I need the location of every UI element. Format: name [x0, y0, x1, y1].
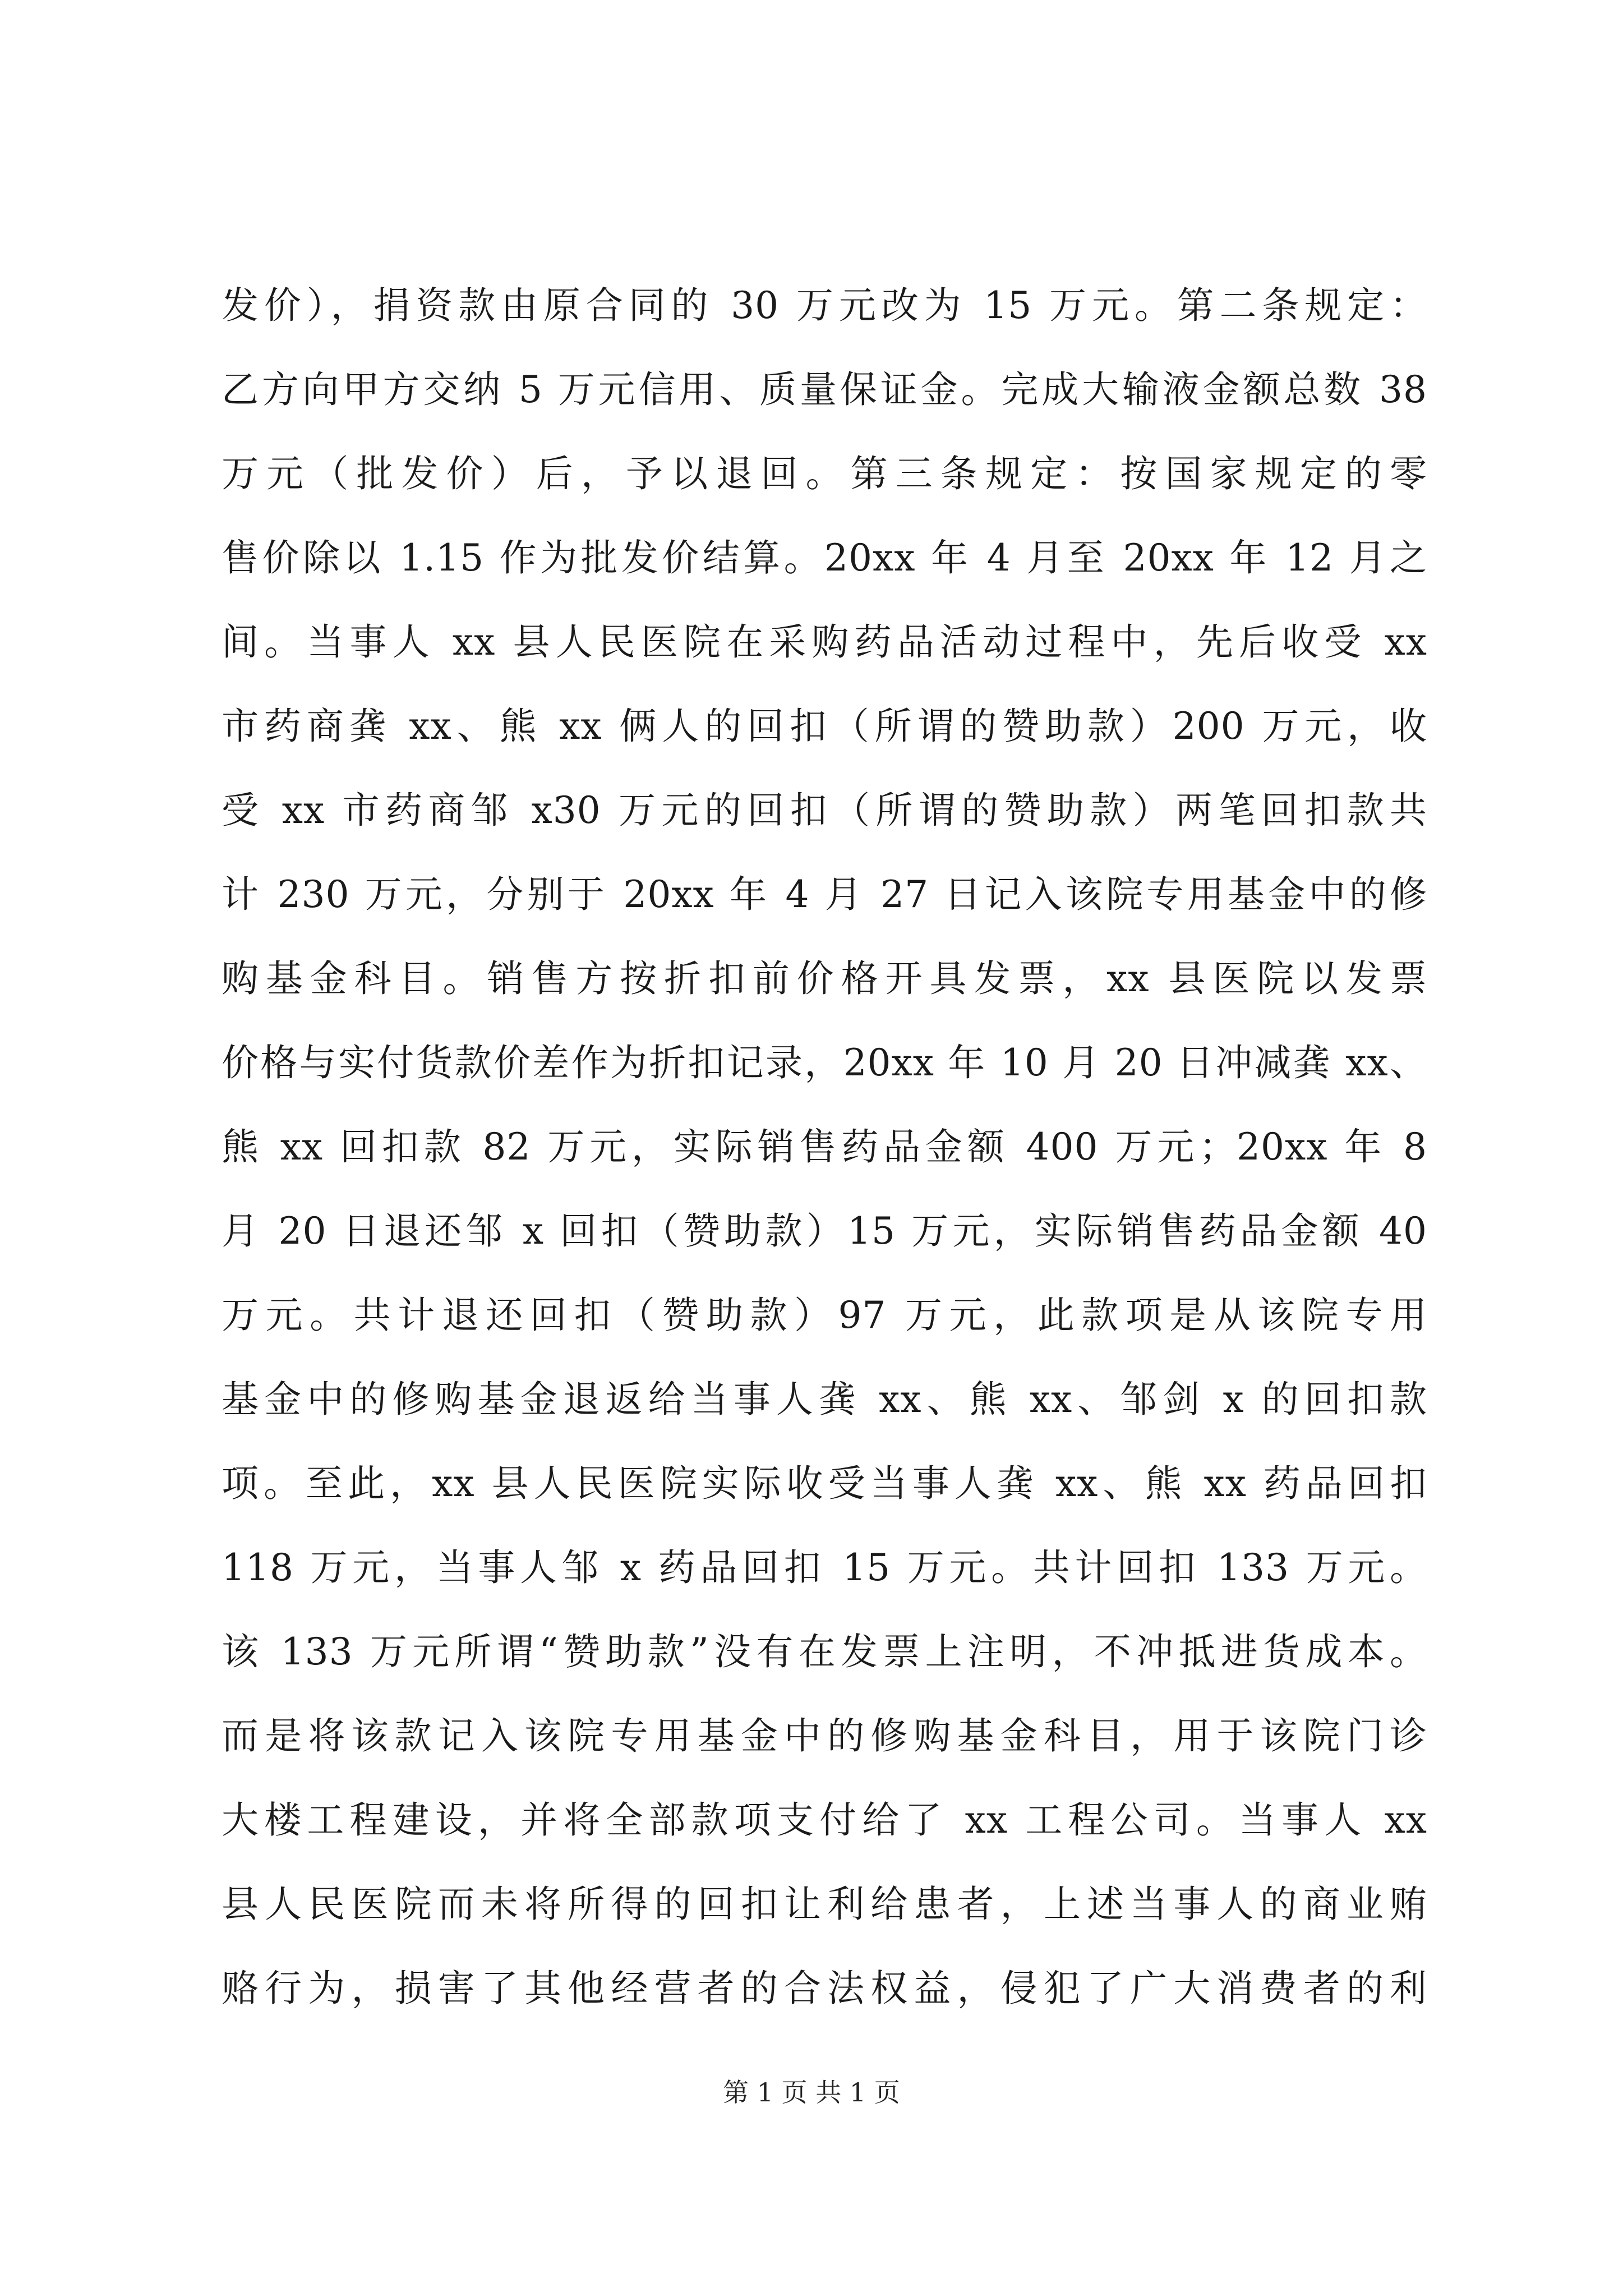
body-line-8: 计 230 万元，分别于 20xx 年 4 月 27 日记入该院专用基金中的修 [222, 873, 1427, 916]
body-line-19: 大楼工程建设，并将全部款项支付给了 xx 工程公司。当事人 xx [222, 1798, 1427, 1842]
body-line-12: 月 20 日退还邹 x 回扣（赞助款）15 万元，实际销售药品金额 40 [222, 1209, 1427, 1253]
body-line-14: 基金中的修购基金退返给当事人龚 xx、熊 xx、邹剑 x 的回扣款 [222, 1378, 1427, 1421]
body-line-13: 万元。共计退还回扣（赞助款）97 万元，此款项是从该院专用 [222, 1294, 1427, 1337]
body-line-3: 万元（批发价）后，予以退回。第三条规定：按国家规定的零 [222, 452, 1427, 495]
body-line-4: 售价除以 1.15 作为批发价结算。20xx 年 4 月至 20xx 年 12 月之 [222, 536, 1427, 579]
body-line-21: 赂行为，损害了其他经营者的合法权益，侵犯了广大消费者的利 [222, 1967, 1427, 2010]
body-line-9: 购基金科目。销售方按折扣前价格开具发票，xx 县医院以发票 [222, 957, 1427, 1000]
body-line-16: 118 万元，当事人邹 x 药品回扣 15 万元。共计回扣 133 万元。 [222, 1546, 1427, 1589]
page-footer [0, 2076, 1623, 2109]
body-line-6: 市药商龚 xx、熊 xx 俩人的回扣（所谓的赞助款）200 万元，收 [222, 705, 1427, 748]
body-line-20: 县人民医院而未将所得的回扣让利给患者，上述当事人的商业贿 [222, 1883, 1427, 1926]
body-line-15: 项。至此，xx 县人民医院实际收受当事人龚 xx、熊 xx 药品回扣 [222, 1462, 1427, 1505]
body-line-10: 价格与实付货款价差作为折扣记录，20xx 年 10 月 20 日冲减龚 xx、 [222, 1041, 1427, 1084]
body-line-11: 熊 xx 回扣款 82 万元，实际销售药品金额 400 万元；20xx 年 8 [222, 1125, 1427, 1168]
body-line-1: 发价），捐资款由原合同的 30 万元改为 15 万元。第二条规定： [222, 284, 1427, 327]
page-number-label: 第 1 页 共 1 页 [723, 2077, 900, 2108]
body-line-17: 该 133 万元所谓“赞助款”没有在发票上注明，不冲抵进货成本。 [222, 1630, 1427, 1673]
body-line-5: 间。当事人 xx 县人民医院在采购药品活动过程中，先后收受 xx [222, 620, 1427, 664]
body-line-18: 而是将该款记入该院专用基金中的修购基金科目，用于该院门诊 [222, 1714, 1427, 1757]
document-body [222, 264, 1427, 2031]
body-line-7: 受 xx 市药商邹 x30 万元的回扣（所谓的赞助款）两笔回扣款共 [222, 789, 1427, 832]
body-line-2: 乙方向甲方交纳 5 万元信用、质量保证金。完成大输液金额总数 38 [222, 368, 1427, 411]
